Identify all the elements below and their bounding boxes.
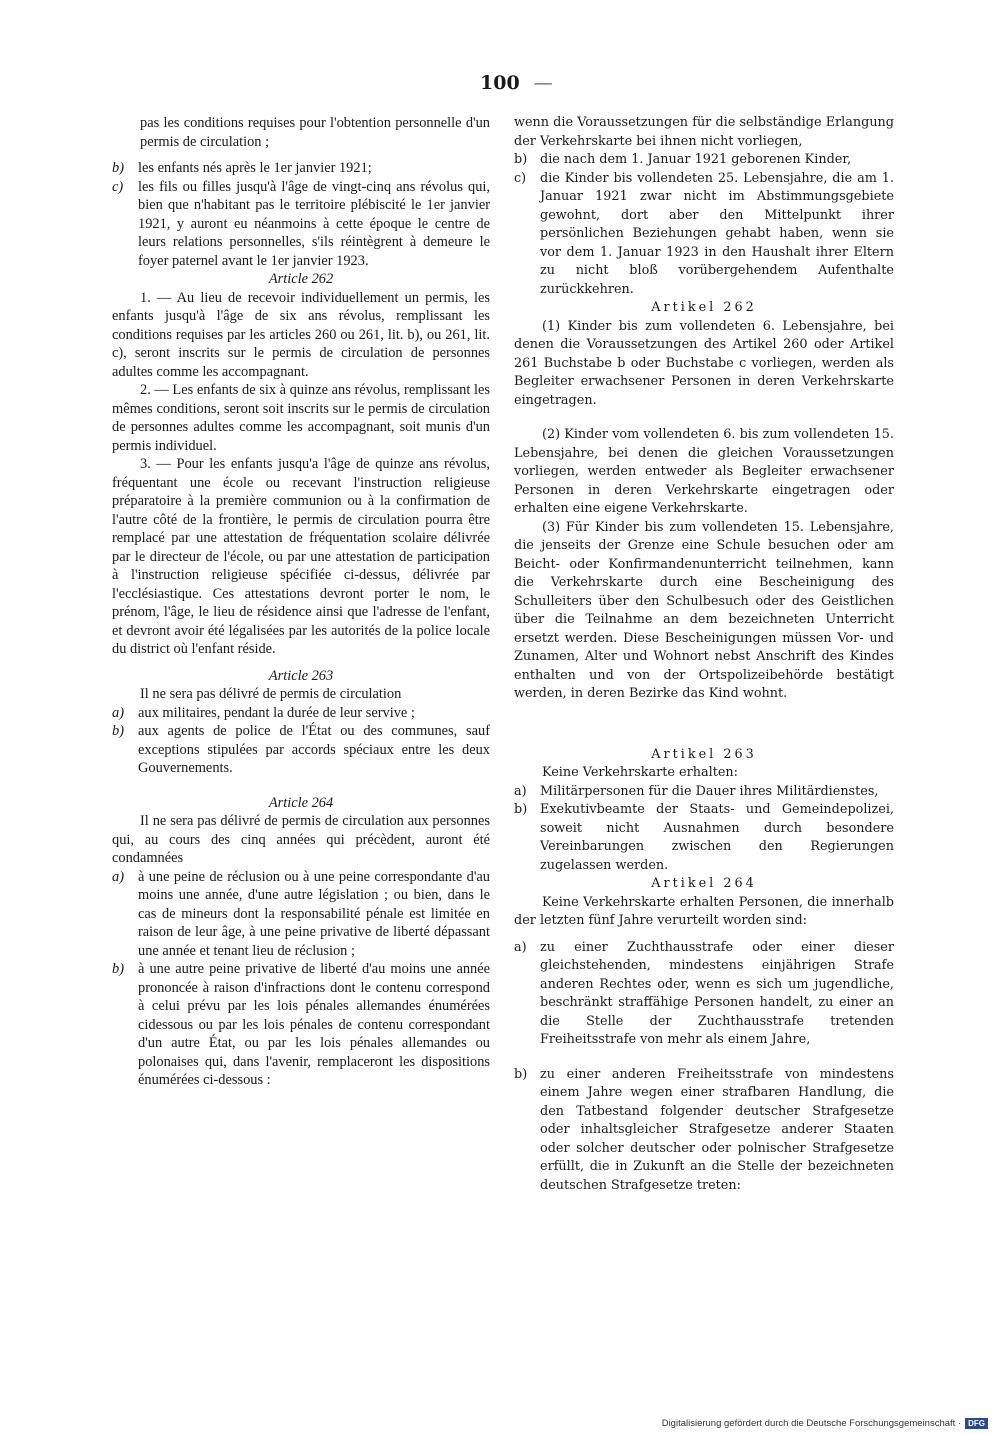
page-number-dash: — bbox=[533, 72, 553, 94]
list-text: à une peine de réclusion ou à une peine correspondante d'au moins une année, d'une autre législation ; ou bien, dans le cas de mineurs dont la responsabilité pénale est limitée en raison de leur âge, à une peine privative de liberté dépassant une année et tenant lieu de réclusion ; bbox=[138, 868, 490, 959]
list-item bbox=[112, 178, 490, 271]
list-marker: b) bbox=[112, 160, 124, 176]
list-item bbox=[514, 151, 894, 170]
list-item bbox=[112, 159, 490, 178]
list-marker: b) bbox=[514, 152, 528, 167]
list-item bbox=[112, 704, 490, 723]
list-text: zu einer Zuchthausstrafe oder einer dieser gleichstehenden, mindestens einjährigen Strafe anderen Rechtes oder, wenn es sich um jugendliche, beschränkt straffähige Personen handelt, zu einer an die Stelle der Zuchthausstrafe tretenden Freiheitsstrafe von mehr als einem Jahre, bbox=[540, 939, 894, 1047]
fr-intro: pas les conditions requises pour l'obtention personnelle d'un permis de circulation ; bbox=[140, 115, 490, 150]
de-article-263-intro: Keine Verkehrskarte erhalten: bbox=[542, 765, 738, 780]
list-text: Exekutivbeamte der Staats- und Gemeindepolizei, soweit nicht Ausnahmen durch besondere Vereinbarungen zwischen den Regierungen zugelassen werden. bbox=[540, 802, 894, 873]
list-text: zu einer anderen Freiheitsstrafe von mindestens einem Jahre wegen einer strafbaren Handlung, die den Tatbestand folgender deutscher Strafgesetze oder inhaltsgleicher Strafgesetze anderer Staaten oder solcher deutscher oder polnischer Strafgesetze erfüllt, die in Zukunft an die Stelle der bezeichneten deutschen Strafgesetze treten: bbox=[540, 1066, 894, 1193]
fr-article-262-p1: 1. — Au lieu de recevoir individuellement un permis, les enfants jusqu'à l'âge de six ans révolus, remplissant les conditions requises par les articles 260 ou 261, lit. b), ou 261, lit. c), seront inscrits sur le permis de circulation de personnes adultes comme les accompagnant. bbox=[112, 289, 490, 380]
german-column bbox=[514, 114, 894, 1195]
footer-credit bbox=[662, 1418, 988, 1429]
de-article-262-p1: (1) Kinder bis zum vollendeten 6. Lebensjahre, bei denen die Voraussetzungen des Artikel 260 oder Artikel 261 Buchstabe b oder Buchstabe c vorliegen, werden als Begleiter erwachsener Personen in deren Verkehrskarte eingetragen. bbox=[514, 318, 894, 408]
list-marker: b) bbox=[112, 961, 124, 977]
list-text: à une autre peine privative de liberté d'au moins une année prononcée à raison d'infractions dont le contenu correspond à celui prévu par les lois pénales allemandes énumérées cidessous ou par les lois pénales de contenu correspondant d'un autre État, ou par les lois pénales allemandes ou polonaises qui, dans l'avenir, remplaceront les dispositions énumérées ci-dessous : bbox=[138, 961, 490, 1088]
list-marker: b) bbox=[112, 723, 124, 739]
page-number bbox=[480, 72, 553, 94]
list-marker: c) bbox=[514, 170, 527, 186]
list-item bbox=[514, 801, 894, 875]
list-text: aux militaires, pendant la durée de leur servive ; bbox=[138, 704, 415, 721]
list-marker: a) bbox=[514, 939, 527, 955]
fr-article-262-p3: 3. — Pour les enfants jusqu'a l'âge de quinze ans révolus, fréquentant une école ou recevant l'instruction religieuse préparatoire à la première communion ou à la confirmation de l'autre côté de la frontière, le permis de circulation pourra être remplacé par une attestation de fréquentation scolaire délivrée par le directeur de l'école, ou par une attestation de participation à l'instruction religieuse spécifiée ci-dessus, délivrée par l'ecclésiastique. Ces attestations devront porter le nom, le prénom, l'âge, le lieu de résidence ainsi que l'adresse de l'enfant, et devront avoir été légalisées par les autorités de la police locale du district où l'enfant réside. bbox=[112, 456, 490, 657]
de-article-264-heading: Artikel 264 bbox=[651, 876, 757, 891]
de-article-262-p2: (2) Kinder vom vollendeten 6. bis zum vollendeten 15. Lebensjahre, bei denen die gleichen Voraussetzungen vorliegen, werden entweder als Begleiter erwachsener Personen in deren Verkehrskarte eingetragen oder erhalten eine eigene Verkehrskarte. bbox=[514, 427, 894, 516]
list-marker: a) bbox=[112, 704, 124, 721]
list-text: les enfants nés après le 1er janvier 1921; bbox=[138, 160, 372, 176]
list-text: die nach dem 1. Januar 1921 geborenen Kinder, bbox=[540, 152, 852, 167]
fr-article-264-heading: Article 264 bbox=[268, 794, 334, 811]
list-item bbox=[112, 722, 490, 778]
list-text: les fils ou filles jusqu'à l'âge de vingt-cinq ans révolus qui, bien que n'habitant pas le territoire plébiscité le 1er janvier 1921, y auront eu néanmoins à cette époque le centre de leurs relations personnelles, s'ils réintègrent à demeure le foyer paternel avant le 1er janvier 1923. bbox=[138, 178, 490, 269]
list-item bbox=[112, 868, 490, 961]
list-item bbox=[514, 939, 894, 1050]
list-text: die Kinder bis vollendeten 25. Lebensjahre, die am 1. Januar 1921 zwar nicht im Abstimmungsgebiete gewohnt, dort aber den Mittelpunkt ihrer persönlichen Beziehungen gehabt haben, wenn sie vor dem 1. Januar 1923 in den Haushalt ihrer Eltern zu nicht bloß vorübergehendem Aufenthalte zurückkehren. bbox=[540, 170, 894, 297]
list-item bbox=[112, 960, 490, 1090]
fr-article-262-p2: 2. — Les enfants de six à quinze ans révolus, remplissant les mêmes conditions, seront soit inscrits sur le permis de circulation de personnes adultes comme les accompagnant, soit munis d'un permis individuel. bbox=[112, 382, 490, 454]
page-number-value: 100 bbox=[480, 72, 520, 94]
de-article-264-intro: Keine Verkehrskarte erhalten Personen, die innerhalb der letzten fünf Jahre verurteilt worden sind: bbox=[514, 894, 894, 928]
list-item bbox=[514, 170, 894, 300]
list-marker: a) bbox=[112, 868, 124, 885]
fr-article-263-intro: Il ne sera pas délivré de permis de circulation bbox=[140, 686, 402, 702]
list-text: Militärpersonen für die Dauer ihres Militärdienstes, bbox=[540, 783, 879, 799]
fr-article-264-intro: Il ne sera pas délivré de permis de circulation aux personnes qui, au cours des cinq années qui précèdent, auront été condamnées bbox=[112, 813, 490, 866]
list-marker: b) bbox=[514, 802, 528, 817]
french-column bbox=[112, 114, 490, 1090]
de-article-263-heading: Artikel 263 bbox=[651, 746, 757, 762]
list-text: aux agents de police de l'État ou des communes, sauf exceptions stipulées par accords spéciaux entre les deux Gouvernements. bbox=[138, 723, 490, 776]
list-marker: c) bbox=[112, 178, 124, 195]
list-marker: b) bbox=[514, 1066, 528, 1082]
fr-article-263-heading: Article 263 bbox=[268, 667, 334, 684]
de-article-262-heading: Artikel 262 bbox=[651, 300, 757, 315]
list-marker: a) bbox=[514, 783, 527, 799]
dfg-logo: DFG bbox=[965, 1418, 988, 1429]
list-item bbox=[514, 783, 894, 802]
list-item bbox=[514, 1066, 894, 1196]
fr-article-262-heading: Article 262 bbox=[268, 271, 334, 287]
de-article-262-p3: (3) Für Kinder bis zum vollendeten 15. Lebensjahre, die jenseits der Grenze eine Schule besuchen oder am Beicht- oder Konfirmandenunterricht teilnehmen, kann die Verkehrskarte durch eine Bescheinigung des Schulleiters über den Schulbesuch oder des Geistlichen über die Teilnahme an dem bezeichneten Unterricht ersetzt werden. Diese Bescheinigungen müssen Vor- und Zunamen, Alter und Wohnort nebst Anschrift des Kindes enthalten und von der Ortspolizeibehörde bestätigt werden, in deren Bezirke das Kind wohnt. bbox=[514, 519, 894, 701]
footer-text: Digitalisierung gefördert durch die Deutsche Forschungsgemeinschaft · bbox=[661, 1418, 962, 1429]
de-intro: wenn die Voraussetzungen für die selbständige Erlangung der Verkehrskarte bei ihnen nicht vorliegen, bbox=[514, 115, 894, 149]
